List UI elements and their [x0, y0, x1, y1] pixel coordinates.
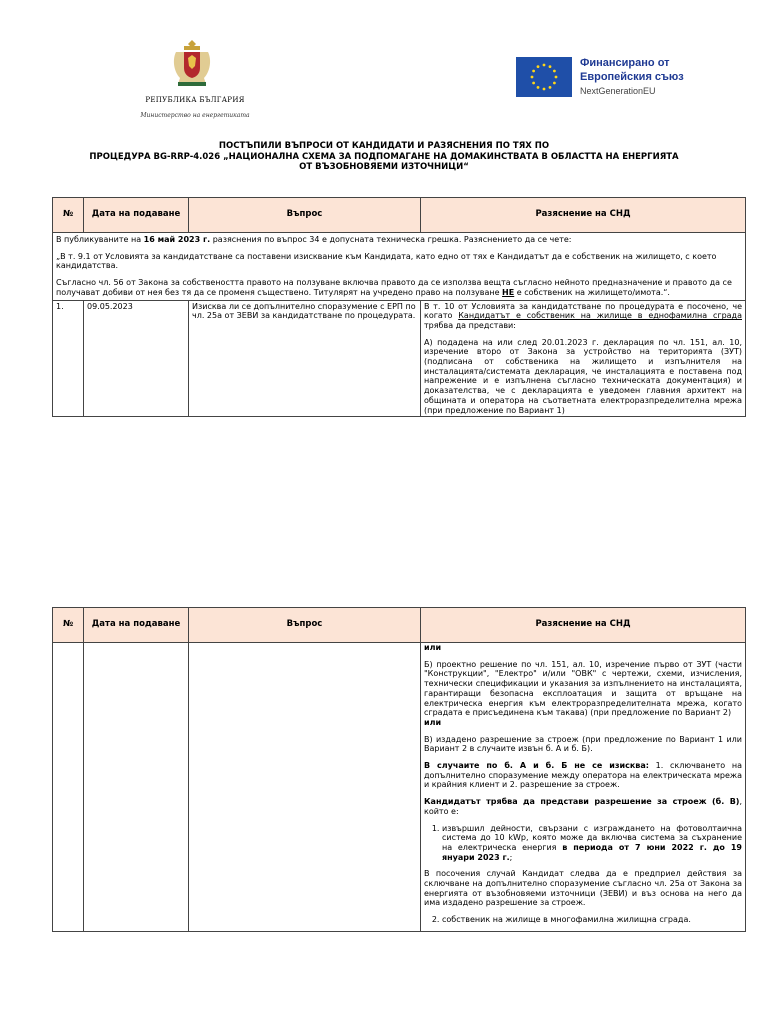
col-header-answer: Разяснение на СНД — [421, 608, 746, 643]
col-header-answer: Разяснение на СНД — [421, 198, 746, 233]
answer-list-2 — [424, 915, 742, 925]
row-no: 1. — [53, 300, 84, 417]
col-header-question: Въпрос — [189, 198, 421, 233]
row-answer — [421, 300, 746, 417]
col-header-no: № — [53, 198, 84, 233]
title-line-1: ПОСТЪПИЛИ ВЪПРОСИ ОТ КАНДИДАТИ И РАЗЯСНЕНИЯ ПО ТЯХ ПО — [218, 141, 550, 151]
title-line-3: ОТ ВЪЗОБНОВЯЕМИ ИЗТОЧНИЦИ“ — [299, 162, 469, 172]
or-label-1: или — [424, 643, 442, 652]
notice-paragraph-3: Съгласно чл. 56 от Закона за собствеността правото на ползуване включва правото да се използва вещта съгласно нейното предназначение и правото да се получават добиви от нея без тя да се променя съществено. Титулярят на учредено право на ползуване НЕ е собственик на жилището/имота.“. — [56, 278, 732, 297]
row-question: Изисква ли се допълнително споразумение с ЕРП по чл. 25а от ЗЕВИ за кандидатстване по процедурата. — [189, 300, 421, 417]
table-row — [53, 300, 746, 417]
eu-line-1: Финансирано от — [580, 57, 670, 69]
list-item: 1. извършил дейности, свързани с изграждането на фотоволтаична система до 10 kWp, която може да включва система за съхранение на електрическа енергия в периода от 7 юни 2022 г. до 19 януари 2023 г.; — [442, 824, 742, 863]
row-date: 09.05.2023 — [84, 300, 189, 417]
list-item: 2. собственик на жилище в многофамилна жилищна сграда. — [442, 915, 742, 925]
col-header-date: Дата на подаване — [84, 198, 189, 233]
or-label-2: или — [424, 717, 442, 727]
answer-intro: В т. 10 от Условията за кандидатстване по процедурата е посочено, че когато Кандидатът е собственик на жилище в еднофамилна сграда трябва да представи: — [424, 301, 742, 330]
eu-line-2: Европейския съюз — [580, 71, 684, 83]
ministry-name: Министерство на енергетиката — [140, 112, 250, 119]
coat-of-arms-logo — [172, 38, 212, 88]
questions-table — [52, 197, 746, 417]
title-line-2: ПРОЦЕДУРА BG-RRP-4.026 „НАЦИОНАЛНА СХЕМА ЗА ПОДПОМАГАНЕ НА ДОМАКИНСТВАТА В ОБЛАСТТА НА ЕНЕРГИЯТА — [89, 151, 679, 162]
row-no — [53, 643, 84, 932]
notice-row — [53, 233, 746, 301]
notice-paragraph-1: В публикуваните на 16 май 2023 г. разяснения по въпрос 34 е допусната техническа грешка. Разяснението да се чете: — [56, 235, 572, 244]
answer-option-v: В) издадено разрешение за строеж (при предложение по Вариант 1 или Вариант 2 в случаите извън б. А и б. Б). — [424, 734, 742, 754]
row-date — [84, 643, 189, 932]
document-title — [40, 141, 728, 173]
eu-line-3: NextGenerationEU — [580, 86, 656, 96]
answer-case: В случаите по б. А и б. Б не се изисква: 1. сключването на допълнително споразумение между оператора на електрическата мрежа и крайния клиент и 2. разрешение за строеж. — [424, 761, 742, 790]
answer-option-a: А) подадена на или след 20.01.2023 г. декларация по чл. 151, ал. 10, изречение второ от Закона за устройство на територията (ЗУТ) (подписана от собственика на жилището и изпълнителя на инсталацията/системата декларация, че инсталацията е поставена под напрежение и е изпълнена съгласно техническата документация) и доказателства, че с декларацията е уведомен главния архитект на общината и оператора на съответната електроразпределителна мрежа (при предложение по Вариант 1) — [424, 337, 742, 415]
answer-list-1 — [424, 824, 742, 863]
table-header-row — [53, 608, 746, 643]
col-header-date: Дата на подаване — [84, 608, 189, 643]
notice-cell — [53, 233, 746, 301]
answer-must: Кандидатът трябва да представи разрешение за строеж (б. В), който е: — [424, 797, 742, 816]
col-header-question: Въпрос — [189, 608, 421, 643]
row-question — [189, 643, 421, 932]
table-row — [53, 643, 746, 932]
col-header-no: № — [53, 608, 84, 643]
eu-funding-text — [580, 56, 684, 98]
answer-case-paragraph: В посочения случай Кандидат следва да е предприел действия за сключване на допълнително споразумение съгласно чл. 25а от Закона за енергията от възобновяеми източници (ЗЕВИ) и въз основа на него да има издадено разрешение за строеж. — [424, 869, 742, 908]
organization-name: РЕПУБЛИКА БЪЛГАРИЯ — [145, 96, 245, 104]
eu-flag-icon — [516, 57, 572, 97]
table-header-row — [53, 198, 746, 233]
notice-paragraph-2: „В т. 9.1 от Условията за кандидатстване са поставени изисквание към Кандидата, като едно от тях е Кандидатът да е собственик на жилището, с което кандидатства. — [56, 251, 717, 271]
row-answer-continued — [421, 643, 746, 932]
questions-table-continued — [52, 607, 746, 932]
answer-option-b: Б) проектно решение по чл. 151, ал. 10, изречение първо от ЗУТ (части "Конструкции", "Електро" и/или "ОВК" с чертежи, схеми, изчисления, технически спецификации и указания за изпълнението на инсталацията, гарантиращи безопасна експлоатация и защита от връщане на електрическа енергия към електроразпределителната мрежа, когато сградата е присъединена към такава) (при предложение по Вариант 2) — [424, 659, 742, 718]
